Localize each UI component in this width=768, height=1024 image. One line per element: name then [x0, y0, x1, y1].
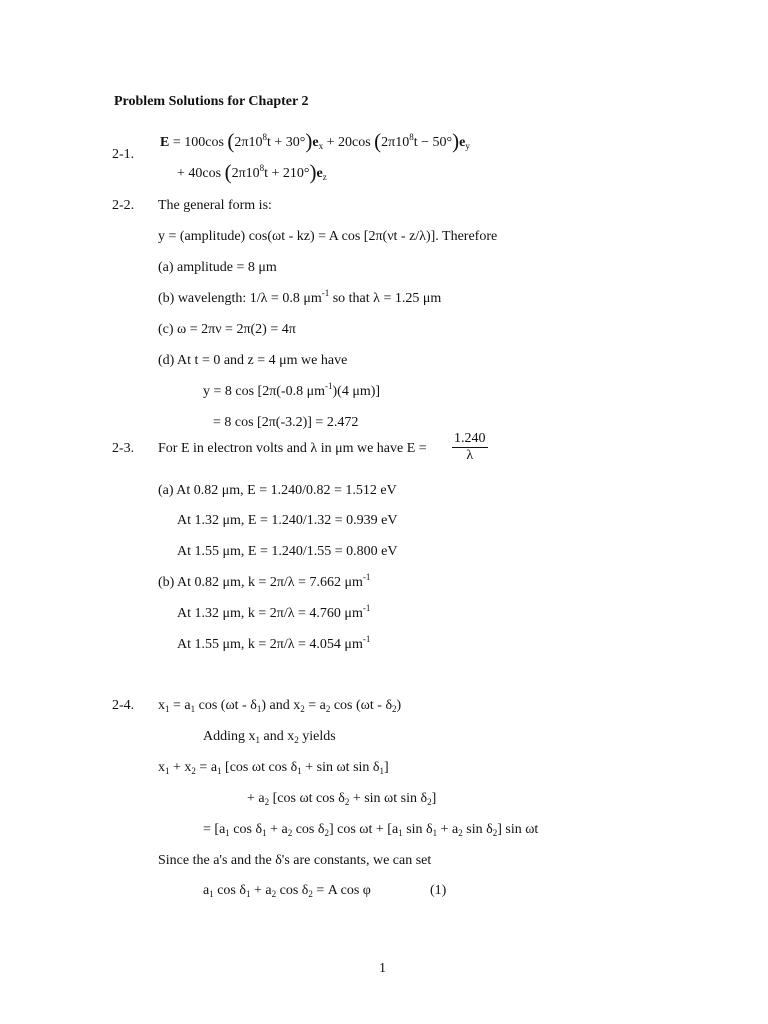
- equation-2-4-x1-x2: $x_1 = a_1$ $\cos (\omega t - \delta_1)$ and $x_2 = a_2$ $\cos (\omega t - \delta_2)$: [158, 698, 402, 714]
- equation-2-2-result: = 8 cos [2π(-3.2)] = 2.472: [213, 415, 359, 430]
- text-2-3-b1: (b) At 0.82 μm, k = 2π/λ = 7.662 $\mu m^{-1}$: [158, 572, 371, 590]
- text-2-3-a1: (a) At 0.82 μm, E = 1.240/0.82 = 1.512 eV: [158, 483, 397, 498]
- equation-2-1-line2: + 40cos $(2\pi 10^8t + 210^\circ)e_z$: [177, 160, 327, 184]
- text-2-2-general-form: The general form is:: [158, 198, 272, 213]
- equation-2-2-wave: y = (amplitude) cos(ωt - kz) = A cos [2π(νt - z/λ)]. Therefore: [158, 229, 498, 244]
- equation-2-4-sum-line3: = [$a_1$ $\cos \delta_1 + a_2$ $\cos \delta_2$] $\cos \omega t + [a_1$ $\sin \delta_1 + a_2$ $\sin \delta_2$] sin ωt: [203, 822, 539, 838]
- text-2-2-omega: (c) ω = 2πν = 2π(2) = 4π: [158, 322, 296, 337]
- equation-2-1-line1: E = 100cos $(2\pi 10^8t + 30^\circ)e_x + 20\cos$ $(2\pi 10^8t - 50^\circ)e_y$: [160, 129, 470, 153]
- text-2-2-wavelength: (b) wavelength: 1/λ = 0.8 $\mu m^{-1}$ so that λ = 1.25 μm: [158, 288, 442, 306]
- text-2-3-energy-formula: For E in electron volts and λ in μm we have E =: [158, 441, 427, 456]
- energy-fraction: $\frac{1.240}{\lambda}$: [454, 431, 486, 463]
- equation-2-4-sum-line1: $x_1 + x_2 = a_1$ [cos ωt $\cos \delta_1 + \sin \omega t$ $\sin \delta_1$]: [158, 760, 389, 776]
- problem-label-2-4: 2-4.: [112, 698, 135, 713]
- problem-label-2-3: 2-3.: [112, 441, 135, 456]
- page-title: Problem Solutions for Chapter 2: [114, 94, 309, 109]
- equation-2-4-eq1: $a_1$ $\cos \delta_1 + a_2$ $\cos \delta_2 = A$ cos φ: [203, 883, 371, 899]
- text-2-2-part-d: (d) At t = 0 and z = 4 μm we have: [158, 353, 348, 368]
- text-2-3-b2: At 1.32 μm, k = 2π/λ = 4.760 $\mu m^{-1}$: [177, 603, 371, 621]
- text-2-3-b3: At 1.55 μm, k = 2π/λ = 4.054 $\mu m^{-1}$: [177, 634, 371, 652]
- equation-number-1: (1): [430, 883, 447, 898]
- problem-label-2-1: 2-1.: [112, 147, 135, 162]
- text-2-4-adding: Adding $x_1$ and $x_2$ yields: [203, 729, 336, 745]
- text-2-4-constants: Since the a's and the δ's are constants, we can set: [158, 853, 432, 868]
- text-2-3-a2: At 1.32 μm, E = 1.240/1.32 = 0.939 eV: [177, 513, 398, 528]
- text-2-3-a3: At 1.55 μm, E = 1.240/1.55 = 0.800 eV: [177, 544, 398, 559]
- page-number: 1: [379, 961, 386, 976]
- problem-label-2-2: 2-2.: [112, 198, 135, 213]
- text-2-2-amplitude: (a) amplitude = 8 μm: [158, 260, 277, 275]
- e-field-symbol: E: [160, 135, 170, 150]
- equation-2-4-sum-line2: + $a_2$ [cos ωt $\cos \delta_2 + \sin \omega t$ $\sin \delta_2$]: [247, 791, 437, 807]
- equation-2-2-y: y = 8 cos [2π(-0.8 $\mu m^{-1})(4$ μm)]: [203, 381, 381, 399]
